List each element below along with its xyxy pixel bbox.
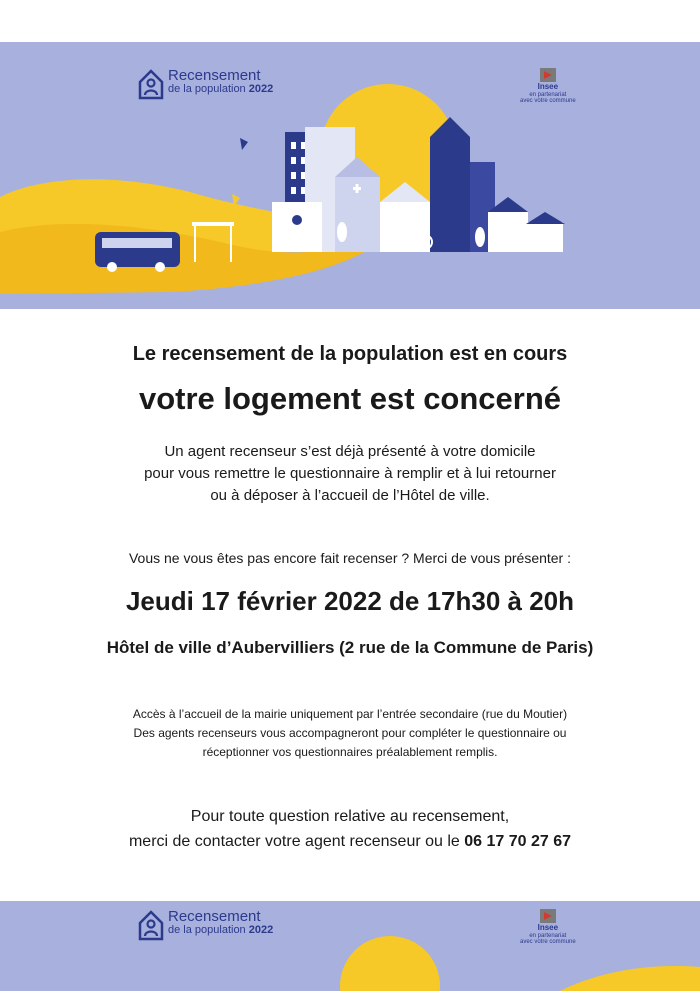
access-paragraph xyxy=(0,705,700,762)
logo-year: 2022 xyxy=(248,83,274,95)
insee-tagline-2: avec votre commune xyxy=(520,98,576,105)
intro-line: pour vous remettre le questionnaire à remplir et à lui retourner xyxy=(144,465,556,482)
invite-text: Vous ne vous êtes pas encore fait recenser ? Merci de vous présenter : xyxy=(128,550,572,566)
insee-logo xyxy=(520,68,576,105)
top-banner xyxy=(0,42,700,309)
logo-title: Recensement xyxy=(168,908,261,925)
access-line: Des agents recenseurs vous accompagneront pour compléter le questionnaire ou xyxy=(133,726,567,740)
insee-name: Insee xyxy=(537,923,559,932)
bottom-banner xyxy=(0,901,700,991)
house-person-icon xyxy=(138,909,164,941)
recensement-logo xyxy=(138,68,273,100)
insee-mark-icon xyxy=(540,909,556,923)
intro-line: Un agent recenseur s’est déjà présenté à votre domicile xyxy=(164,443,536,460)
logo-subtitle: de la population xyxy=(168,83,246,95)
main-heading: Le recensement de la population est en cours xyxy=(132,343,568,365)
logo-title: Recensement xyxy=(168,67,261,84)
contact-phone: 06 17 70 27 67 xyxy=(464,833,572,850)
event-date: Jeudi 17 février 2022 de 17h30 à 20h xyxy=(125,586,575,616)
insee-mark-icon xyxy=(540,68,556,82)
access-line: Accès à l’accueil de la mairie uniquement par l’entrée secondaire (rue du Moutier) xyxy=(132,707,568,721)
recensement-logo-bottom xyxy=(138,909,273,941)
logo-subtitle: de la population xyxy=(168,924,246,936)
access-line: réceptionner vos questionnaires préalablement remplis. xyxy=(202,745,498,759)
bus xyxy=(95,232,180,272)
event-place: Hôtel de ville d’Aubervilliers (2 rue de la Commune de Paris) xyxy=(106,638,594,657)
contact-line-1: Pour toute question relative au recensement, xyxy=(190,808,510,825)
insee-tagline-2: avec votre commune xyxy=(520,939,576,946)
logo-year: 2022 xyxy=(248,924,274,936)
city-illustration xyxy=(0,42,700,309)
insee-name: Insee xyxy=(537,82,559,91)
bottom-illustration xyxy=(0,901,700,991)
intro-line: ou à déposer à l’accueil de l’Hôtel de ville. xyxy=(210,487,490,504)
contact-paragraph xyxy=(0,804,700,854)
contact-line-2: merci de contacter votre agent recenseur ou le xyxy=(128,833,465,850)
insee-tagline-1: en partenariat xyxy=(529,91,567,98)
house-person-icon xyxy=(138,68,164,100)
insee-tagline-1: en partenariat xyxy=(529,932,567,939)
sun-shape xyxy=(340,936,440,991)
intro-paragraph xyxy=(0,441,700,507)
main-subheading: votre logement est concerné xyxy=(138,381,562,416)
insee-logo-bottom xyxy=(520,909,576,946)
